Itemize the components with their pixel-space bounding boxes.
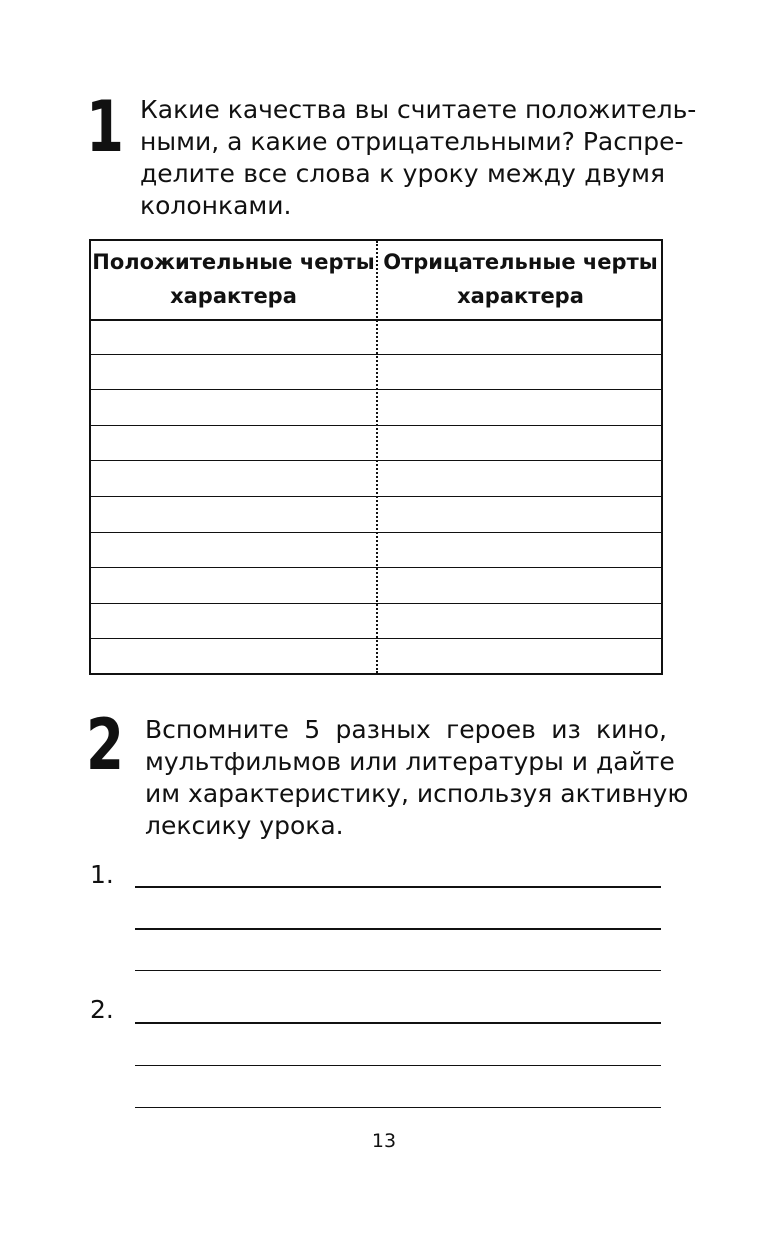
answer-1-line[interactable]: [135, 970, 661, 971]
negative-trait-cell[interactable]: [378, 390, 661, 425]
answer-2-line[interactable]: [135, 1065, 661, 1066]
table-row: [91, 604, 661, 640]
task-2-prompt-line: мультфильмов или литературы и дайте: [145, 747, 675, 776]
answer-1-line[interactable]: [135, 928, 661, 930]
task-2-prompt: [145, 714, 689, 842]
header-positive-traits: Положительные черты характера: [92, 250, 375, 308]
negative-trait-cell[interactable]: [378, 461, 661, 496]
negative-trait-cell[interactable]: [378, 533, 661, 568]
header-negative-traits: Отрицательные черты характера: [383, 250, 658, 308]
answer-2-line[interactable]: [135, 1022, 661, 1024]
table-row: [91, 355, 661, 391]
table-row: [91, 568, 661, 604]
task-1-prompt-line: ными, а какие отрицательными? Распре-: [140, 127, 684, 156]
positive-trait-cell[interactable]: [91, 319, 376, 354]
positive-trait-cell[interactable]: [91, 426, 376, 461]
traits-table: [89, 239, 663, 675]
positive-trait-cell[interactable]: [91, 461, 376, 496]
table-row: [91, 533, 661, 569]
task-1-prompt-line: Какие качества вы считаете положитель-: [140, 95, 697, 124]
negative-trait-cell[interactable]: [378, 319, 661, 354]
negative-trait-cell[interactable]: [378, 639, 661, 675]
task-2-number: 2: [86, 704, 125, 786]
table-row: [91, 426, 661, 462]
table-body: [91, 319, 661, 673]
negative-trait-cell[interactable]: [378, 355, 661, 390]
negative-trait-cell[interactable]: [378, 497, 661, 532]
negative-trait-cell[interactable]: [378, 568, 661, 603]
positive-trait-cell[interactable]: [91, 497, 376, 532]
task-1-prompt: [140, 94, 697, 222]
task-2-prompt-line: лексику урока.: [145, 811, 344, 840]
task-1-number: 1: [86, 86, 125, 168]
table-row: [91, 390, 661, 426]
task-1-prompt-line: делите все слова к уроку между двумя: [140, 159, 665, 188]
answer-1-label: 1.: [90, 860, 114, 889]
positive-trait-cell[interactable]: [91, 639, 376, 675]
task-2-prompt-line: Вспомните 5 разных героев из кино,: [145, 715, 667, 744]
positive-trait-cell[interactable]: [91, 390, 376, 425]
negative-trait-cell[interactable]: [378, 604, 661, 639]
positive-trait-cell[interactable]: [91, 533, 376, 568]
positive-trait-cell[interactable]: [91, 604, 376, 639]
task-1-prompt-line: колонками.: [140, 191, 292, 220]
task-2-prompt-line: им характеристику, используя активную: [145, 779, 689, 808]
answer-2-line[interactable]: [135, 1107, 661, 1108]
table-row: [91, 497, 661, 533]
negative-trait-cell[interactable]: [378, 426, 661, 461]
answer-1-line[interactable]: [135, 886, 661, 888]
positive-trait-cell[interactable]: [91, 355, 376, 390]
answer-2-label: 2.: [90, 995, 114, 1024]
page-number: 13: [371, 1130, 397, 1152]
table-row: [91, 639, 661, 675]
positive-trait-cell[interactable]: [91, 568, 376, 603]
table-row: [91, 461, 661, 497]
table-header: [91, 241, 661, 321]
table-row: [91, 319, 661, 355]
